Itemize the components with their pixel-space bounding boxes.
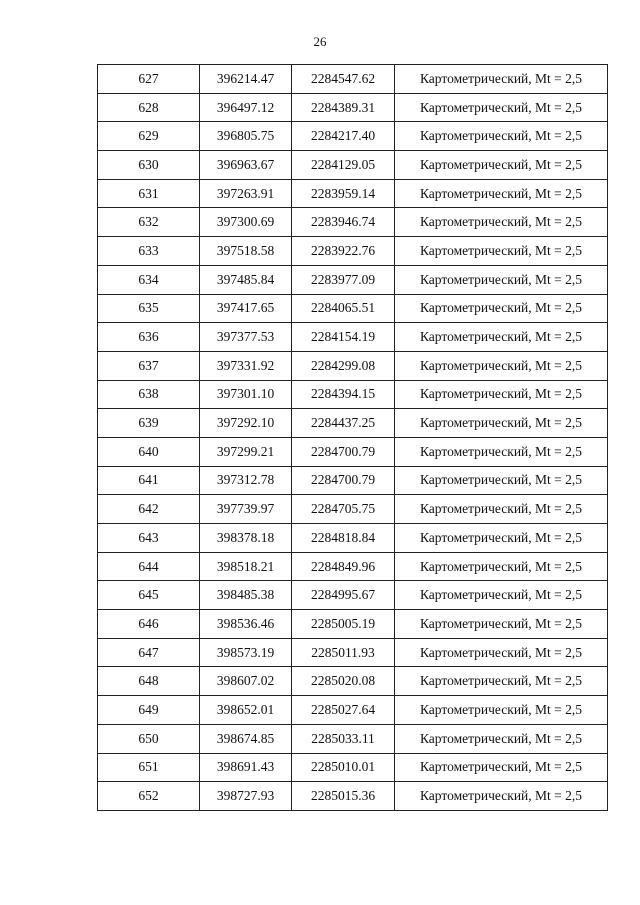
method-cell: Картометрический, Mt = 2,5 bbox=[395, 65, 608, 94]
page-number: 26 bbox=[313, 34, 327, 49]
method-cell: Картометрический, Mt = 2,5 bbox=[395, 265, 608, 294]
point-number-cell: 643 bbox=[98, 524, 200, 553]
x-coordinate-cell: 397377.53 bbox=[200, 323, 292, 352]
y-coordinate-cell: 2284849.96 bbox=[292, 552, 395, 581]
y-coordinate-cell: 2285005.19 bbox=[292, 610, 395, 639]
table-row bbox=[98, 323, 608, 352]
method-cell: Картометрический, Mt = 2,5 bbox=[395, 151, 608, 180]
x-coordinate-cell: 397263.91 bbox=[200, 179, 292, 208]
table-row bbox=[98, 581, 608, 610]
x-coordinate-cell: 396497.12 bbox=[200, 93, 292, 122]
x-coordinate-cell: 397299.21 bbox=[200, 437, 292, 466]
y-coordinate-cell: 2285020.08 bbox=[292, 667, 395, 696]
x-coordinate-cell: 397292.10 bbox=[200, 409, 292, 438]
y-coordinate-cell: 2284299.08 bbox=[292, 351, 395, 380]
method-cell: Картометрический, Mt = 2,5 bbox=[395, 581, 608, 610]
y-coordinate-cell: 2284995.67 bbox=[292, 581, 395, 610]
point-number-cell: 633 bbox=[98, 237, 200, 266]
point-number-cell: 630 bbox=[98, 151, 200, 180]
x-coordinate-cell: 397739.97 bbox=[200, 495, 292, 524]
table-row bbox=[98, 179, 608, 208]
y-coordinate-cell: 2285011.93 bbox=[292, 638, 395, 667]
method-cell: Картометрический, Mt = 2,5 bbox=[395, 437, 608, 466]
x-coordinate-cell: 397300.69 bbox=[200, 208, 292, 237]
table-row bbox=[98, 638, 608, 667]
x-coordinate-cell: 398607.02 bbox=[200, 667, 292, 696]
point-number-cell: 636 bbox=[98, 323, 200, 352]
point-number-cell: 642 bbox=[98, 495, 200, 524]
point-number-cell: 647 bbox=[98, 638, 200, 667]
x-coordinate-cell: 398378.18 bbox=[200, 524, 292, 553]
table-row bbox=[98, 466, 608, 495]
table-row bbox=[98, 93, 608, 122]
table-row bbox=[98, 237, 608, 266]
x-coordinate-cell: 396214.47 bbox=[200, 65, 292, 94]
table-row bbox=[98, 409, 608, 438]
point-number-cell: 646 bbox=[98, 610, 200, 639]
x-coordinate-cell: 396805.75 bbox=[200, 122, 292, 151]
point-number-cell: 649 bbox=[98, 696, 200, 725]
method-cell: Картометрический, Mt = 2,5 bbox=[395, 466, 608, 495]
x-coordinate-cell: 397485.84 bbox=[200, 265, 292, 294]
method-cell: Картометрический, Mt = 2,5 bbox=[395, 351, 608, 380]
table-row bbox=[98, 753, 608, 782]
y-coordinate-cell: 2284700.79 bbox=[292, 437, 395, 466]
point-number-cell: 641 bbox=[98, 466, 200, 495]
method-cell: Картометрический, Mt = 2,5 bbox=[395, 638, 608, 667]
x-coordinate-cell: 397518.58 bbox=[200, 237, 292, 266]
method-cell: Картометрический, Mt = 2,5 bbox=[395, 380, 608, 409]
table-row bbox=[98, 380, 608, 409]
x-coordinate-cell: 398674.85 bbox=[200, 724, 292, 753]
point-number-cell: 644 bbox=[98, 552, 200, 581]
y-coordinate-cell: 2283946.74 bbox=[292, 208, 395, 237]
table-row bbox=[98, 351, 608, 380]
method-cell: Картометрический, Mt = 2,5 bbox=[395, 524, 608, 553]
point-number-cell: 637 bbox=[98, 351, 200, 380]
point-number-cell: 651 bbox=[98, 753, 200, 782]
point-number-cell: 632 bbox=[98, 208, 200, 237]
method-cell: Картометрический, Mt = 2,5 bbox=[395, 552, 608, 581]
method-cell: Картометрический, Mt = 2,5 bbox=[395, 179, 608, 208]
y-coordinate-cell: 2284217.40 bbox=[292, 122, 395, 151]
table-row bbox=[98, 724, 608, 753]
y-coordinate-cell: 2284547.62 bbox=[292, 65, 395, 94]
point-number-cell: 652 bbox=[98, 782, 200, 811]
table-row bbox=[98, 552, 608, 581]
table-row bbox=[98, 495, 608, 524]
point-number-cell: 639 bbox=[98, 409, 200, 438]
x-coordinate-cell: 396963.67 bbox=[200, 151, 292, 180]
table-row bbox=[98, 208, 608, 237]
method-cell: Картометрический, Mt = 2,5 bbox=[395, 122, 608, 151]
x-coordinate-cell: 397331.92 bbox=[200, 351, 292, 380]
y-coordinate-cell: 2285015.36 bbox=[292, 782, 395, 811]
point-number-cell: 634 bbox=[98, 265, 200, 294]
point-number-cell: 627 bbox=[98, 65, 200, 94]
method-cell: Картометрический, Mt = 2,5 bbox=[395, 696, 608, 725]
table-row bbox=[98, 151, 608, 180]
y-coordinate-cell: 2284129.05 bbox=[292, 151, 395, 180]
table-row bbox=[98, 265, 608, 294]
method-cell: Картометрический, Mt = 2,5 bbox=[395, 93, 608, 122]
y-coordinate-cell: 2284065.51 bbox=[292, 294, 395, 323]
x-coordinate-cell: 398691.43 bbox=[200, 753, 292, 782]
method-cell: Картометрический, Mt = 2,5 bbox=[395, 495, 608, 524]
x-coordinate-cell: 398727.93 bbox=[200, 782, 292, 811]
table-row bbox=[98, 696, 608, 725]
y-coordinate-cell: 2283959.14 bbox=[292, 179, 395, 208]
table-row bbox=[98, 437, 608, 466]
y-coordinate-cell: 2284700.79 bbox=[292, 466, 395, 495]
method-cell: Картометрический, Mt = 2,5 bbox=[395, 237, 608, 266]
table-row bbox=[98, 65, 608, 94]
method-cell: Картометрический, Mt = 2,5 bbox=[395, 208, 608, 237]
table-row bbox=[98, 610, 608, 639]
y-coordinate-cell: 2285033.11 bbox=[292, 724, 395, 753]
x-coordinate-cell: 397417.65 bbox=[200, 294, 292, 323]
y-coordinate-cell: 2283922.76 bbox=[292, 237, 395, 266]
point-number-cell: 635 bbox=[98, 294, 200, 323]
table-row bbox=[98, 294, 608, 323]
y-coordinate-cell: 2285027.64 bbox=[292, 696, 395, 725]
point-number-cell: 650 bbox=[98, 724, 200, 753]
method-cell: Картометрический, Mt = 2,5 bbox=[395, 667, 608, 696]
point-number-cell: 638 bbox=[98, 380, 200, 409]
method-cell: Картометрический, Mt = 2,5 bbox=[395, 323, 608, 352]
y-coordinate-cell: 2284394.15 bbox=[292, 380, 395, 409]
coordinates-table bbox=[97, 64, 608, 811]
method-cell: Картометрический, Mt = 2,5 bbox=[395, 409, 608, 438]
method-cell: Картометрический, Mt = 2,5 bbox=[395, 610, 608, 639]
point-number-cell: 640 bbox=[98, 437, 200, 466]
x-coordinate-cell: 398518.21 bbox=[200, 552, 292, 581]
table-row bbox=[98, 667, 608, 696]
x-coordinate-cell: 398573.19 bbox=[200, 638, 292, 667]
point-number-cell: 631 bbox=[98, 179, 200, 208]
point-number-cell: 645 bbox=[98, 581, 200, 610]
table-row bbox=[98, 524, 608, 553]
x-coordinate-cell: 397312.78 bbox=[200, 466, 292, 495]
x-coordinate-cell: 397301.10 bbox=[200, 380, 292, 409]
y-coordinate-cell: 2284705.75 bbox=[292, 495, 395, 524]
x-coordinate-cell: 398536.46 bbox=[200, 610, 292, 639]
method-cell: Картометрический, Mt = 2,5 bbox=[395, 294, 608, 323]
y-coordinate-cell: 2284437.25 bbox=[292, 409, 395, 438]
table-row bbox=[98, 782, 608, 811]
point-number-cell: 628 bbox=[98, 93, 200, 122]
y-coordinate-cell: 2284818.84 bbox=[292, 524, 395, 553]
y-coordinate-cell: 2285010.01 bbox=[292, 753, 395, 782]
y-coordinate-cell: 2284389.31 bbox=[292, 93, 395, 122]
x-coordinate-cell: 398652.01 bbox=[200, 696, 292, 725]
method-cell: Картометрический, Mt = 2,5 bbox=[395, 782, 608, 811]
point-number-cell: 629 bbox=[98, 122, 200, 151]
y-coordinate-cell: 2283977.09 bbox=[292, 265, 395, 294]
method-cell: Картометрический, Mt = 2,5 bbox=[395, 753, 608, 782]
point-number-cell: 648 bbox=[98, 667, 200, 696]
y-coordinate-cell: 2284154.19 bbox=[292, 323, 395, 352]
x-coordinate-cell: 398485.38 bbox=[200, 581, 292, 610]
method-cell: Картометрический, Mt = 2,5 bbox=[395, 724, 608, 753]
table-row bbox=[98, 122, 608, 151]
coordinates-table-body bbox=[98, 65, 608, 811]
